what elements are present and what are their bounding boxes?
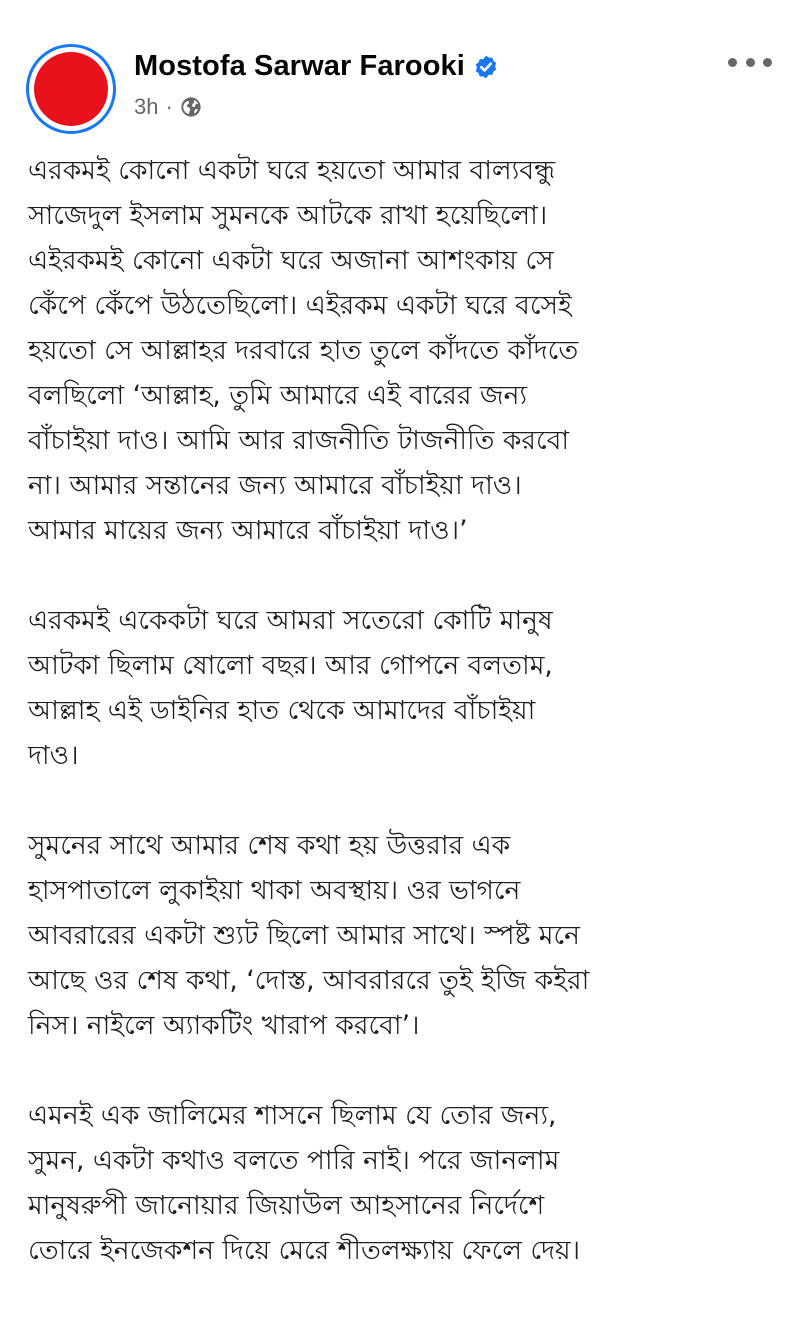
avatar-border [29,47,113,131]
post-body [28,148,778,1318]
post-text-line: হয়তো সে আল্লাহর দরবারে হাত তুলে কাঁদতে কাঁদতে [28,335,579,366]
post-text-line: হাসপাতালে লুকাইয়া থাকা অবস্থায়। ওর ভাগনে [28,875,521,906]
post-text-line: আটকা ছিলাম ষোলো বছর। আর গোপনে বলতাম, [28,650,553,681]
post-text-line: এমনই এক জালিমের শাসনে ছিলাম যে তোর জন্য, [28,1100,557,1131]
post-text-line: আছে ওর শেষ কথা, ‘দোস্ত, আবরাররে তুই ইজি কইরা [28,965,590,996]
meta-separator: · [165,94,173,119]
more-dot [728,58,737,67]
post-header [26,44,776,134]
post-text-line: বলছিলো ‘আল্লাহ, তুমি আমারে এই বারের জন্য [28,380,528,411]
author-name[interactable]: Mostofa Sarwar Farooki [134,50,465,82]
verified-badge-icon [473,54,499,80]
post-text-line: আমার মায়ের জন্য আমারে বাঁচাইয়া দাও।’ [28,515,468,546]
globe-icon[interactable] [180,96,202,118]
post-text-line: সুমন, একটা কথাও বলতে পারি নাই। পরে জানলাম [28,1145,560,1176]
more-dot [763,58,772,67]
author-row [134,50,499,83]
post-text-line: না। আমার সন্তানের জন্য আমারে বাঁচাইয়া দাও। [28,470,522,501]
post-text-line: এইরকমই কোনো একটা ঘরে অজানা আশংকায় সে [28,245,554,276]
post-text-line: বাঁচাইয়া দাও। আমি আর রাজনীতি টাজনীতি করবো [28,425,570,456]
post-text-line: আবরারের একটা শ্যুট ছিলো আমার সাথে। স্পষ্ট মনে [28,920,580,951]
post-paragraph [28,823,778,1048]
post-meta [134,94,202,120]
more-dot [746,58,755,67]
post-paragraph [28,148,778,553]
post-text-line: এরকমই একেকটা ঘরে আমরা সতেরো কোটি মানুষ [28,605,553,636]
post-text-line: এরকমই কোনো একটা ঘরে হয়তো আমার বাল্যবন্ধু [28,155,556,186]
post-text-line: সাজেদুল ইসলাম সুমনকে আটকে রাখা হয়েছিলো। [28,200,548,231]
avatar[interactable] [26,44,116,134]
post-text-line: আল্লাহ এই ডাইনির হাত থেকে আমাদের বাঁচাইয়া [28,695,536,726]
post-text-line: কেঁপে কেঁপে উঠতেছিলো। এইরকম একটা ঘরে বসেই [28,290,572,321]
post-text-line: সুমনের সাথে আমার শেষ কথা হয় উত্তরার এক [28,830,511,861]
avatar-image [34,52,108,126]
post-text-line: মানুষরুপী জানোয়ার জিয়াউল আহসানের নির্দেশে [28,1190,545,1221]
post-text-line: তোরে ইনজেকশন দিয়ে মেরে শীতলক্ষ্যায় ফেলে দেয়। [28,1235,581,1266]
post-time[interactable]: 3h [134,94,159,119]
more-options-icon[interactable] [728,52,772,72]
post-text-line: দাও। [28,740,79,771]
post-paragraph [28,598,778,778]
post-text-line: নিস। নাইলে অ্যাকটিং খারাপ করবো’। [28,1010,420,1041]
post-paragraph [28,1093,778,1273]
